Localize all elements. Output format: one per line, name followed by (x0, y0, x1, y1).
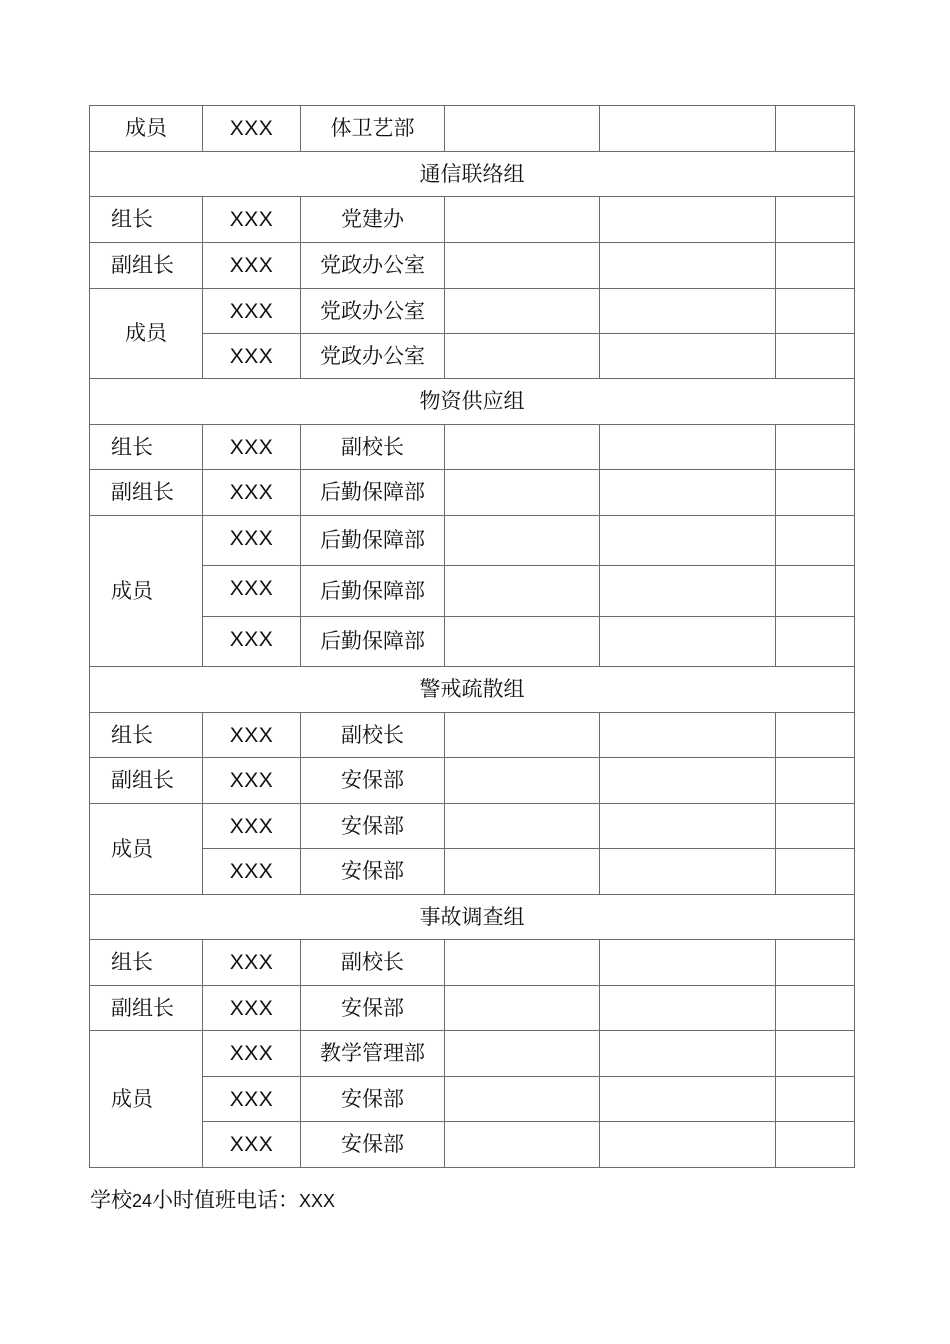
name-cell: XXX (203, 334, 301, 379)
table-row (90, 617, 855, 667)
name-cell: XXX (203, 758, 301, 804)
name-cell: XXX (203, 243, 301, 289)
phone-cell (600, 197, 776, 243)
footer-prefix: 学校 (90, 1188, 132, 1212)
group-header-row (90, 379, 855, 425)
role-cell: 成员 (90, 289, 203, 379)
contact-cell (445, 1077, 600, 1122)
note-cell (776, 197, 855, 243)
name-cell: XXX (203, 713, 301, 758)
table-row (90, 940, 855, 986)
duty-phone-number: XXX (299, 1191, 336, 1211)
note-cell (776, 1031, 855, 1077)
group-title: 警戒疏散组 (90, 667, 855, 713)
contact-cell (445, 713, 600, 758)
contact-cell (445, 940, 600, 986)
note-cell (776, 470, 855, 516)
note-cell (776, 1122, 855, 1168)
name-cell: XXX (203, 617, 301, 667)
table-row (90, 849, 855, 895)
phone-cell (600, 334, 776, 379)
table-row (90, 289, 855, 334)
duty-phone-line (90, 1184, 335, 1214)
phone-cell (600, 243, 776, 289)
contact-cell (445, 197, 600, 243)
name-cell: XXX (203, 986, 301, 1031)
phone-cell (600, 516, 776, 566)
role-cell: 副组长 (90, 470, 203, 516)
name-cell: XXX (203, 106, 301, 152)
department-cell: 安保部 (301, 758, 445, 804)
group-title: 通信联络组 (90, 152, 855, 197)
name-cell: XXX (203, 516, 301, 566)
contact-cell (445, 758, 600, 804)
group-header-row (90, 152, 855, 197)
note-cell (776, 713, 855, 758)
name-cell: XXX (203, 197, 301, 243)
footer-middle: 小时值班电话： (152, 1188, 300, 1212)
contact-cell (445, 1031, 600, 1077)
name-cell: XXX (203, 289, 301, 334)
department-cell: 安保部 (301, 986, 445, 1031)
table-row (90, 106, 855, 152)
phone-cell (600, 470, 776, 516)
department-cell: 副校长 (301, 425, 445, 470)
contact-cell (445, 243, 600, 289)
note-cell (776, 425, 855, 470)
table-row (90, 516, 855, 566)
note-cell (776, 986, 855, 1031)
note-cell (776, 566, 855, 617)
role-cell: 成员 (90, 804, 203, 895)
phone-cell (600, 617, 776, 667)
name-cell: XXX (203, 849, 301, 895)
department-cell: 党政办公室 (301, 243, 445, 289)
phone-cell (600, 940, 776, 986)
contact-cell (445, 516, 600, 566)
department-cell: 安保部 (301, 1122, 445, 1168)
group-title: 物资供应组 (90, 379, 855, 425)
role-cell: 组长 (90, 940, 203, 986)
name-cell: XXX (203, 804, 301, 849)
department-cell: 安保部 (301, 849, 445, 895)
group-header-row (90, 895, 855, 940)
name-cell: XXX (203, 1031, 301, 1077)
note-cell (776, 106, 855, 152)
contact-cell (445, 425, 600, 470)
table-row (90, 243, 855, 289)
table-row (90, 986, 855, 1031)
contact-cell (445, 566, 600, 617)
phone-cell (600, 425, 776, 470)
department-cell: 党政办公室 (301, 334, 445, 379)
phone-cell (600, 986, 776, 1031)
role-cell: 组长 (90, 425, 203, 470)
note-cell (776, 804, 855, 849)
duty-roster-table (89, 105, 855, 1168)
table-row (90, 425, 855, 470)
note-cell (776, 758, 855, 804)
name-cell: XXX (203, 1122, 301, 1168)
department-cell: 体卫艺部 (301, 106, 445, 152)
role-cell: 成员 (90, 516, 203, 667)
role-cell: 副组长 (90, 758, 203, 804)
phone-cell (600, 1077, 776, 1122)
role-cell: 副组长 (90, 986, 203, 1031)
role-cell: 组长 (90, 713, 203, 758)
name-cell: XXX (203, 940, 301, 986)
contact-cell (445, 849, 600, 895)
roster-body (90, 106, 855, 1168)
group-title: 事故调查组 (90, 895, 855, 940)
role-cell: 成员 (90, 1031, 203, 1168)
table-row (90, 804, 855, 849)
name-cell: XXX (203, 1077, 301, 1122)
table-row (90, 758, 855, 804)
group-header-row (90, 667, 855, 713)
phone-cell (600, 566, 776, 617)
phone-cell (600, 289, 776, 334)
role-cell: 副组长 (90, 243, 203, 289)
note-cell (776, 849, 855, 895)
contact-cell (445, 1122, 600, 1168)
note-cell (776, 1077, 855, 1122)
role-cell: 成员 (90, 106, 203, 152)
department-cell: 安保部 (301, 1077, 445, 1122)
phone-cell (600, 106, 776, 152)
table-row (90, 1122, 855, 1168)
footer-hours: 24 (132, 1191, 153, 1211)
note-cell (776, 617, 855, 667)
contact-cell (445, 617, 600, 667)
table-row (90, 1077, 855, 1122)
department-cell: 教学管理部 (301, 1031, 445, 1077)
phone-cell (600, 713, 776, 758)
table-row (90, 713, 855, 758)
department-cell: 后勤保障部 (301, 516, 445, 566)
table-row (90, 1031, 855, 1077)
contact-cell (445, 334, 600, 379)
note-cell (776, 940, 855, 986)
table-row (90, 197, 855, 243)
contact-cell (445, 470, 600, 516)
contact-cell (445, 804, 600, 849)
note-cell (776, 243, 855, 289)
department-cell: 副校长 (301, 713, 445, 758)
role-cell: 组长 (90, 197, 203, 243)
note-cell (776, 334, 855, 379)
name-cell: XXX (203, 470, 301, 516)
contact-cell (445, 289, 600, 334)
department-cell: 党政办公室 (301, 289, 445, 334)
table-row (90, 470, 855, 516)
contact-cell (445, 106, 600, 152)
department-cell: 后勤保障部 (301, 470, 445, 516)
note-cell (776, 516, 855, 566)
phone-cell (600, 804, 776, 849)
department-cell: 党建办 (301, 197, 445, 243)
phone-cell (600, 758, 776, 804)
name-cell: XXX (203, 425, 301, 470)
table-row (90, 566, 855, 617)
department-cell: 后勤保障部 (301, 617, 445, 667)
note-cell (776, 289, 855, 334)
phone-cell (600, 849, 776, 895)
contact-cell (445, 986, 600, 1031)
department-cell: 后勤保障部 (301, 566, 445, 617)
department-cell: 安保部 (301, 804, 445, 849)
department-cell: 副校长 (301, 940, 445, 986)
phone-cell (600, 1031, 776, 1077)
name-cell: XXX (203, 566, 301, 617)
phone-cell (600, 1122, 776, 1168)
table-row (90, 334, 855, 379)
